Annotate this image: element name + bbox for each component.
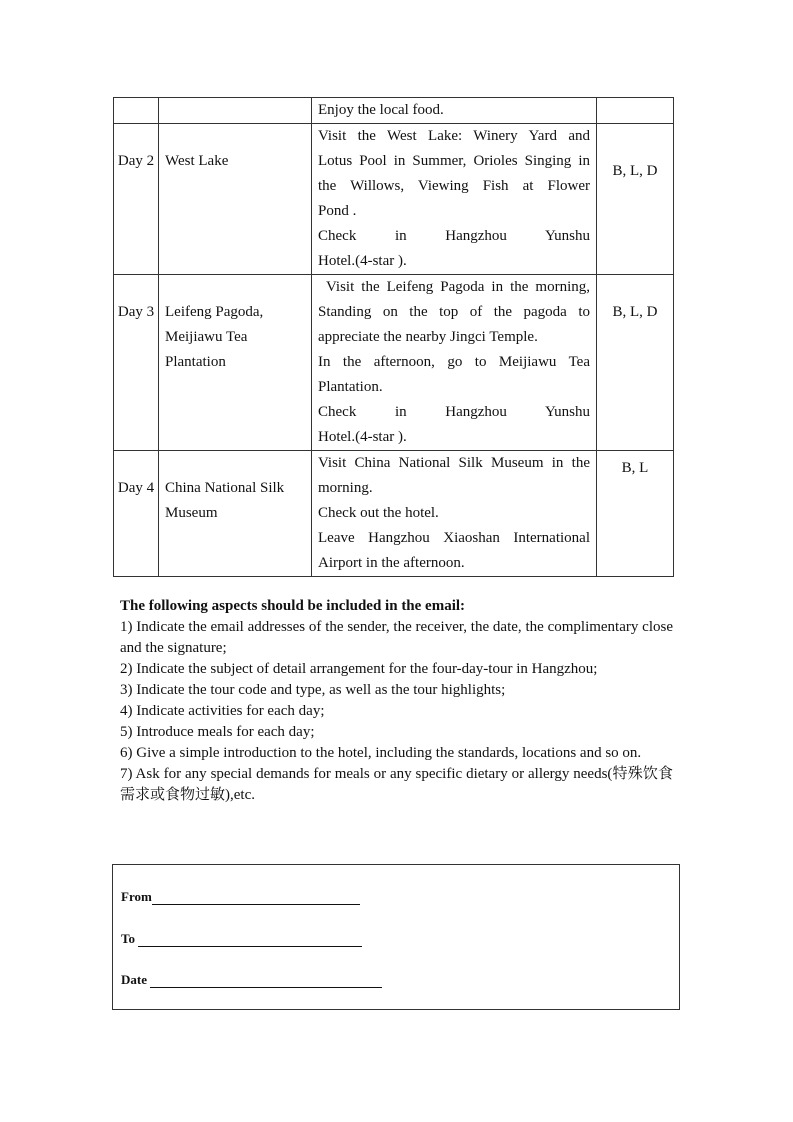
spot-cell <box>159 124 312 275</box>
activity-line: Visit the West Lake: Winery Yard and <box>318 128 590 144</box>
activity-line: Check out the hotel. <box>318 505 439 521</box>
requirement-item: 4) Indicate activities for each day; <box>120 703 325 719</box>
activity-line: Standing on the top of the pagoda to <box>318 304 590 320</box>
requirement-item: 1) Indicate the email addresses of the sender, the receiver, the date, the complimentary close and the signature; <box>120 619 673 656</box>
activity-line: Visit the Leifeng Pagoda in the morning, <box>326 279 590 295</box>
email-answer-box <box>112 864 680 1010</box>
table-row <box>114 451 674 577</box>
meals-cell <box>597 98 674 124</box>
requirements-heading: The following aspects should be included in the email: <box>120 598 466 614</box>
activity-line: Pond . <box>318 203 357 219</box>
spot-line: Museum <box>165 505 218 521</box>
activity-line: the Willows, Viewing Fish at Flower <box>318 178 590 194</box>
activities-cell <box>312 98 597 124</box>
email-requirements <box>120 596 673 806</box>
activity-line: Check in Hangzhou Yunshu <box>318 228 590 244</box>
activities-cell <box>312 451 597 577</box>
activity-line: Plantation. <box>318 379 383 395</box>
activity-line: Airport in the afternoon. <box>318 555 465 571</box>
table-row <box>114 98 674 124</box>
activity-line: Lotus Pool in Summer, Orioles Singing in <box>318 153 590 169</box>
day-cell <box>114 98 159 124</box>
itinerary-table <box>113 97 674 577</box>
meals-cell: B, L <box>597 451 674 577</box>
activity-line: In the afternoon, go to Meijiawu Tea <box>318 354 590 370</box>
spot-line: Plantation <box>165 354 226 370</box>
from-input-line[interactable] <box>152 892 360 905</box>
day-cell: Day 3 <box>114 275 159 451</box>
spot-line: Meijiawu Tea <box>165 329 248 345</box>
activity-line: Enjoy the local food. <box>318 102 444 118</box>
requirement-item: 2) Indicate the subject of detail arrangement for the four-day-tour in Hangzhou; <box>120 661 598 677</box>
date-field <box>121 972 382 988</box>
activity-line: morning. <box>318 480 373 496</box>
activity-line: Leave Hangzhou Xiaoshan International <box>318 530 590 546</box>
table-row <box>114 275 674 451</box>
requirement-item: 7) Ask for any special demands for meals or any specific dietary or allergy needs(特殊饮食需求或食物过敏),etc. <box>120 766 673 803</box>
from-label: From <box>121 889 152 904</box>
activities-cell <box>312 275 597 451</box>
to-label: To <box>121 931 135 946</box>
activity-line: Visit China National Silk Museum in the <box>318 455 590 471</box>
requirement-item: 6) Give a simple introduction to the hotel, including the standards, locations and so on. <box>120 745 642 761</box>
spot-line: West Lake <box>165 153 229 169</box>
requirement-item: 5) Introduce meals for each day; <box>120 724 315 740</box>
to-field <box>121 931 362 947</box>
date-input-line[interactable] <box>150 975 382 988</box>
requirement-item: 3) Indicate the tour code and type, as well as the tour highlights; <box>120 682 506 698</box>
activity-line: Check in Hangzhou Yunshu <box>318 404 590 420</box>
day-cell: Day 2 <box>114 124 159 275</box>
date-label: Date <box>121 972 147 987</box>
activity-line: Hotel.(4-star ). <box>318 253 407 269</box>
from-field <box>121 889 360 905</box>
spot-line: Leifeng Pagoda, <box>165 304 264 320</box>
activity-line: Hotel.(4-star ). <box>318 429 407 445</box>
activities-cell <box>312 124 597 275</box>
spot-cell <box>159 451 312 577</box>
to-input-line[interactable] <box>138 934 362 947</box>
spot-cell <box>159 98 312 124</box>
spot-cell <box>159 275 312 451</box>
activity-line: appreciate the nearby Jingci Temple. <box>318 329 538 345</box>
meals-cell: B, L, D <box>597 124 674 275</box>
meals-cell: B, L, D <box>597 275 674 451</box>
spot-line: China National Silk <box>165 480 285 496</box>
day-cell: Day 4 <box>114 451 159 577</box>
table-row <box>114 124 674 275</box>
